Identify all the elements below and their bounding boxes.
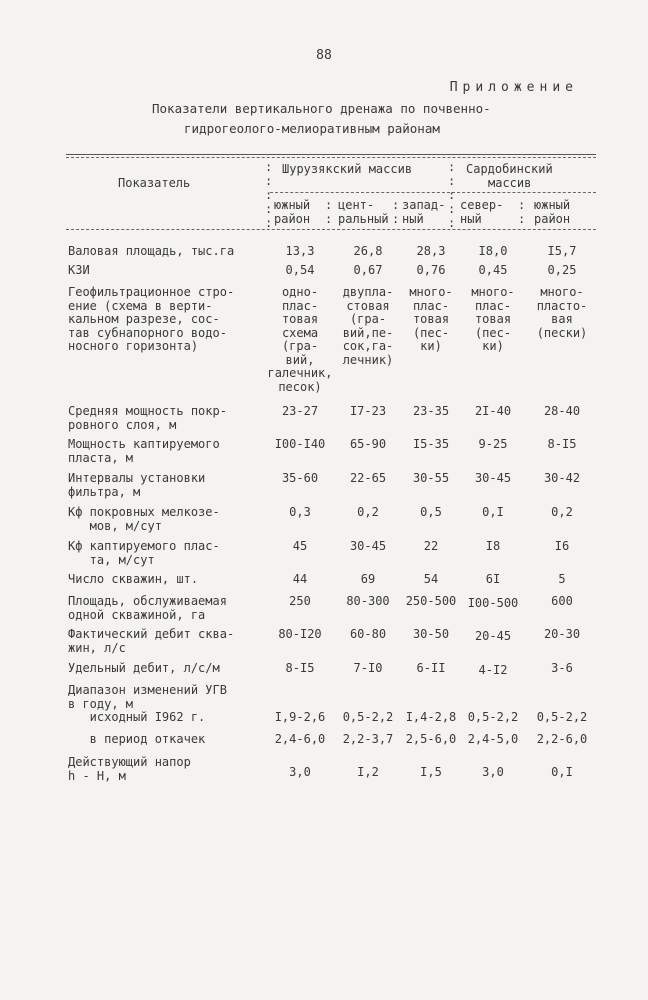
cell: I,9-2,6 [274, 710, 326, 724]
header-sub-north: север- ный [460, 198, 504, 226]
cell: 0,5-2,2 [342, 710, 394, 724]
cell: 80-300 [346, 594, 390, 608]
cell: 69 [360, 572, 376, 586]
cell: I5,7 [547, 244, 577, 258]
cell: 0,67 [353, 263, 383, 277]
header-group-sardoba-2: массив [488, 176, 532, 190]
cell: I8,0 [478, 244, 508, 258]
cell: 6I [485, 572, 501, 586]
cell: 28-40 [543, 404, 581, 418]
cell: 35-60 [281, 471, 319, 485]
cell: 45 [292, 539, 308, 553]
header-group-sardoba-1: Сардобинский [466, 162, 553, 176]
header-separator: : : : : : [265, 160, 273, 230]
cell: 7-I0 [353, 661, 383, 675]
cell: много- плас- товая (пес- ки) [409, 285, 453, 353]
cell: 30-42 [543, 471, 581, 485]
header-sub-central: цент- ральный [338, 198, 389, 226]
group2-underline [452, 192, 596, 193]
cell: 0,5-2,2 [467, 710, 519, 724]
row-label: Кф покровных мелкозе- мов, м/сут [68, 505, 220, 533]
row-label: Геофильтрационное стро- ение (схема в верти- кальном разрезе, сос- тав субнапорного водо- носного горизонта) [68, 285, 235, 353]
row-label: исходный I962 г. [68, 710, 206, 724]
header-bottom-rule [66, 229, 596, 230]
cell: 250 [289, 594, 311, 608]
cell: 250-500 [405, 594, 457, 608]
header-separator: : : [325, 198, 333, 226]
cell: 3,0 [289, 765, 311, 779]
cell: 20-45 [474, 629, 512, 643]
cell: I7-23 [349, 404, 387, 418]
row-label: Средняя мощность покр- ровного слоя, м [68, 404, 227, 432]
cell: 3,0 [482, 765, 504, 779]
cell: много- плас- товая (пес- ки) [471, 285, 515, 353]
cell: двупла- стовая (гра- вий,пе- сок,га- лечник) [342, 285, 394, 367]
row-label: Фактический дебит сква- жин, л/с [68, 627, 235, 655]
cell: 23-27 [281, 404, 319, 418]
cell: 2,2-3,7 [342, 732, 394, 746]
cell: I,2 [357, 765, 379, 779]
cell: 65-90 [349, 437, 387, 451]
row-label: Диапазон изменений УГВ в году, м [68, 683, 227, 711]
cell: 0,I [482, 505, 504, 519]
cell: 0,76 [416, 263, 446, 277]
cell: 0,5 [420, 505, 442, 519]
header-sub-south: южный район [274, 198, 311, 226]
header-sub-west: запад- ный [402, 198, 446, 226]
row-label: Удельный дебит, л/с/м [68, 661, 220, 675]
cell: 80-I20 [278, 627, 322, 641]
cell: 600 [551, 594, 573, 608]
cell: 0,45 [478, 263, 508, 277]
cell: 9-25 [478, 437, 508, 451]
cell: 0,5-2,2 [536, 710, 588, 724]
cell: 2,2-6,0 [536, 732, 588, 746]
cell: 0,25 [547, 263, 577, 277]
cell: 20-30 [543, 627, 581, 641]
table-title-line-1: Показатели вертикального дренажа по почвенно- [152, 101, 491, 116]
cell: много- пласто- вая (пески) [536, 285, 588, 340]
cell: 30-50 [412, 627, 450, 641]
row-label: в период откачек [68, 732, 206, 746]
cell: 4-I2 [478, 663, 508, 677]
row-label: Действующий напор h - H, м [68, 755, 191, 783]
table-title-line-2: гидрогеолого-мелиоративным районам [184, 121, 440, 136]
cell: 2,5-6,0 [405, 732, 457, 746]
cell: 60-80 [349, 627, 387, 641]
cell: 28,3 [416, 244, 446, 258]
cell: I00-I40 [274, 437, 326, 451]
cell: 0,2 [551, 505, 573, 519]
cell: I5-35 [412, 437, 450, 451]
header-separator: : : : : : [448, 160, 456, 230]
cell: I8 [485, 539, 501, 553]
header-group-shuruzyak: Шурузякский массив [282, 162, 413, 176]
cell: 22-65 [349, 471, 387, 485]
cell: 30-45 [349, 539, 387, 553]
group1-underline [270, 192, 450, 193]
appendix-label: Приложение [449, 80, 578, 95]
row-label: КЗИ [68, 263, 90, 277]
cell: 0,I [551, 765, 573, 779]
row-label: Мощность каптируемого пласта, м [68, 437, 220, 465]
row-label: Число скважин, шт. [68, 572, 199, 586]
row-label: Кф каптируемого плас- та, м/сут [68, 539, 220, 567]
cell: 2,4-6,0 [274, 732, 326, 746]
row-label: Валовая площадь, тыс.га [68, 244, 235, 258]
cell: 23-35 [412, 404, 450, 418]
cell: 2I-40 [474, 404, 512, 418]
header-sub-south-2: южный район [534, 198, 571, 226]
cell: 5 [558, 572, 566, 586]
cell: 3-6 [551, 661, 573, 675]
header-indicator: Показатель [118, 176, 191, 190]
cell: 0,3 [289, 505, 311, 519]
cell: 8-I5 [285, 661, 315, 675]
cell: I,4-2,8 [405, 710, 457, 724]
row-label: Площадь, обслуживаемая одной скважиной, га [68, 594, 227, 622]
cell: 22 [423, 539, 439, 553]
cell: одно- плас- товая схема (гра- вий, галечник, песок) [267, 285, 333, 394]
cell: 8-I5 [547, 437, 577, 451]
cell: 2,4-5,0 [467, 732, 519, 746]
table-top-rule [66, 154, 596, 155]
row-label: Интервалы установки фильтра, м [68, 471, 206, 499]
table-top-rule-dashed [66, 157, 596, 158]
cell: 30-45 [474, 471, 512, 485]
cell: 0,54 [285, 263, 315, 277]
cell: 26,8 [353, 244, 383, 258]
header-separator: : : [518, 198, 526, 226]
cell: I,5 [420, 765, 442, 779]
cell: I00-500 [467, 596, 519, 610]
cell: 13,3 [285, 244, 315, 258]
cell: 54 [423, 572, 439, 586]
cell: 0,2 [357, 505, 379, 519]
cell: 44 [292, 572, 308, 586]
header-separator: : : [392, 198, 400, 226]
cell: I6 [554, 539, 570, 553]
page-number: 88 [316, 48, 332, 63]
cell: 30-55 [412, 471, 450, 485]
cell: 6-II [416, 661, 446, 675]
